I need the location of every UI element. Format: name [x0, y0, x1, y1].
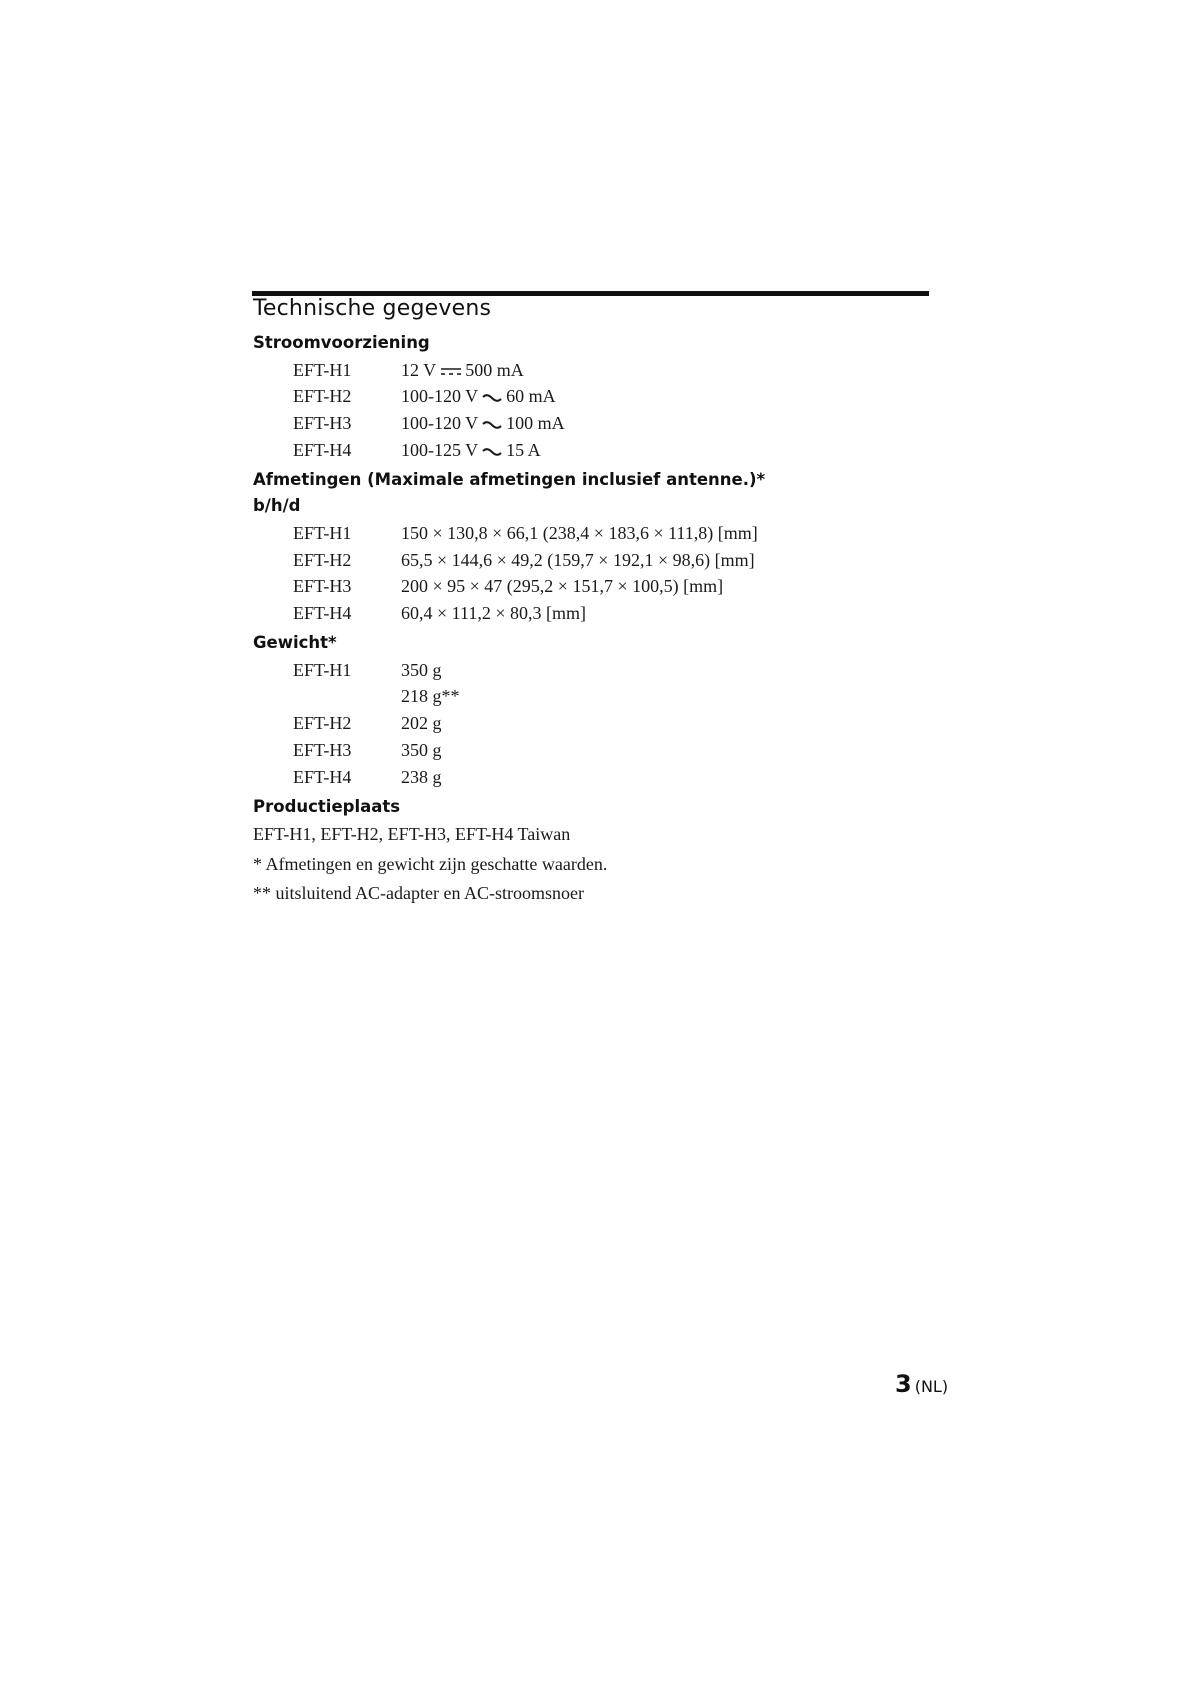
dimensions-model: EFT-H4: [293, 603, 352, 623]
power-model: EFT-H1: [293, 360, 352, 380]
power-value: [401, 360, 524, 382]
weight-value: 350 g: [401, 740, 442, 760]
origin-text: EFT-H1, EFT-H2, EFT-H3, EFT-H4 Taiwan: [253, 824, 571, 844]
dimensions-model: EFT-H3: [293, 576, 352, 596]
dimensions-model: EFT-H1: [293, 523, 352, 543]
dimensions-value: 60,4 × 111,2 × 80,3 [mm]: [401, 603, 586, 623]
power-value: [401, 413, 565, 435]
dimensions-heading: Afmetingen (Maximale afmetingen inclusief antenne.)*: [253, 470, 766, 489]
power-voltage: 100-120 V: [401, 386, 479, 406]
power-current: 100 mA: [506, 413, 565, 433]
power-voltage: 100-125 V: [401, 440, 479, 460]
dimensions-value: 65,5 × 144,6 × 49,2 (159,7 × 192,1 × 98,6) [mm]: [401, 550, 755, 570]
weight-value: 238 g: [401, 767, 442, 787]
power-value: [401, 386, 556, 408]
power-model: EFT-H2: [293, 386, 352, 406]
dimensions-subheading: b/h/d: [253, 496, 301, 515]
power-value: [401, 440, 541, 462]
dimensions-value: 200 × 95 × 47 (295,2 × 151,7 × 100,5) [mm]: [401, 576, 724, 596]
origin-heading: Productieplaats: [253, 797, 401, 816]
power-heading: Stroomvoorziening: [253, 333, 430, 352]
power-current: 60 mA: [506, 386, 556, 406]
ac-current-icon: [482, 387, 502, 408]
weight-model: EFT-H2: [293, 713, 352, 733]
weight-value-extra: 218 g**: [401, 686, 460, 706]
weight-heading: Gewicht*: [253, 633, 337, 652]
ac-current-icon: [482, 441, 502, 462]
page-number: [895, 1370, 948, 1398]
power-voltage: 100-120 V: [401, 413, 479, 433]
footnote: * Afmetingen en gewicht zijn geschatte waarden.: [253, 854, 608, 874]
page-title: Technische gegevens: [253, 296, 492, 321]
page-language: (NL): [914, 1377, 949, 1396]
power-model: EFT-H4: [293, 440, 352, 460]
weight-model: EFT-H1: [293, 660, 352, 680]
power-voltage: 12 V: [401, 360, 437, 380]
power-current: 15 A: [506, 440, 541, 460]
power-model: EFT-H3: [293, 413, 352, 433]
weight-model: EFT-H4: [293, 767, 352, 787]
power-current: 500 mA: [465, 360, 524, 380]
page-number-value: 3: [895, 1370, 912, 1398]
ac-current-icon: [482, 414, 502, 435]
dc-current-icon: [440, 361, 462, 382]
weight-value: 202 g: [401, 713, 442, 733]
weight-model: EFT-H3: [293, 740, 352, 760]
footnote: ** uitsluitend AC-adapter en AC-stroomsnoer: [253, 883, 584, 903]
weight-value: 350 g: [401, 660, 442, 680]
dimensions-value: 150 × 130,8 × 66,1 (238,4 × 183,6 × 111,8) [mm]: [401, 523, 758, 543]
dimensions-model: EFT-H2: [293, 550, 352, 570]
